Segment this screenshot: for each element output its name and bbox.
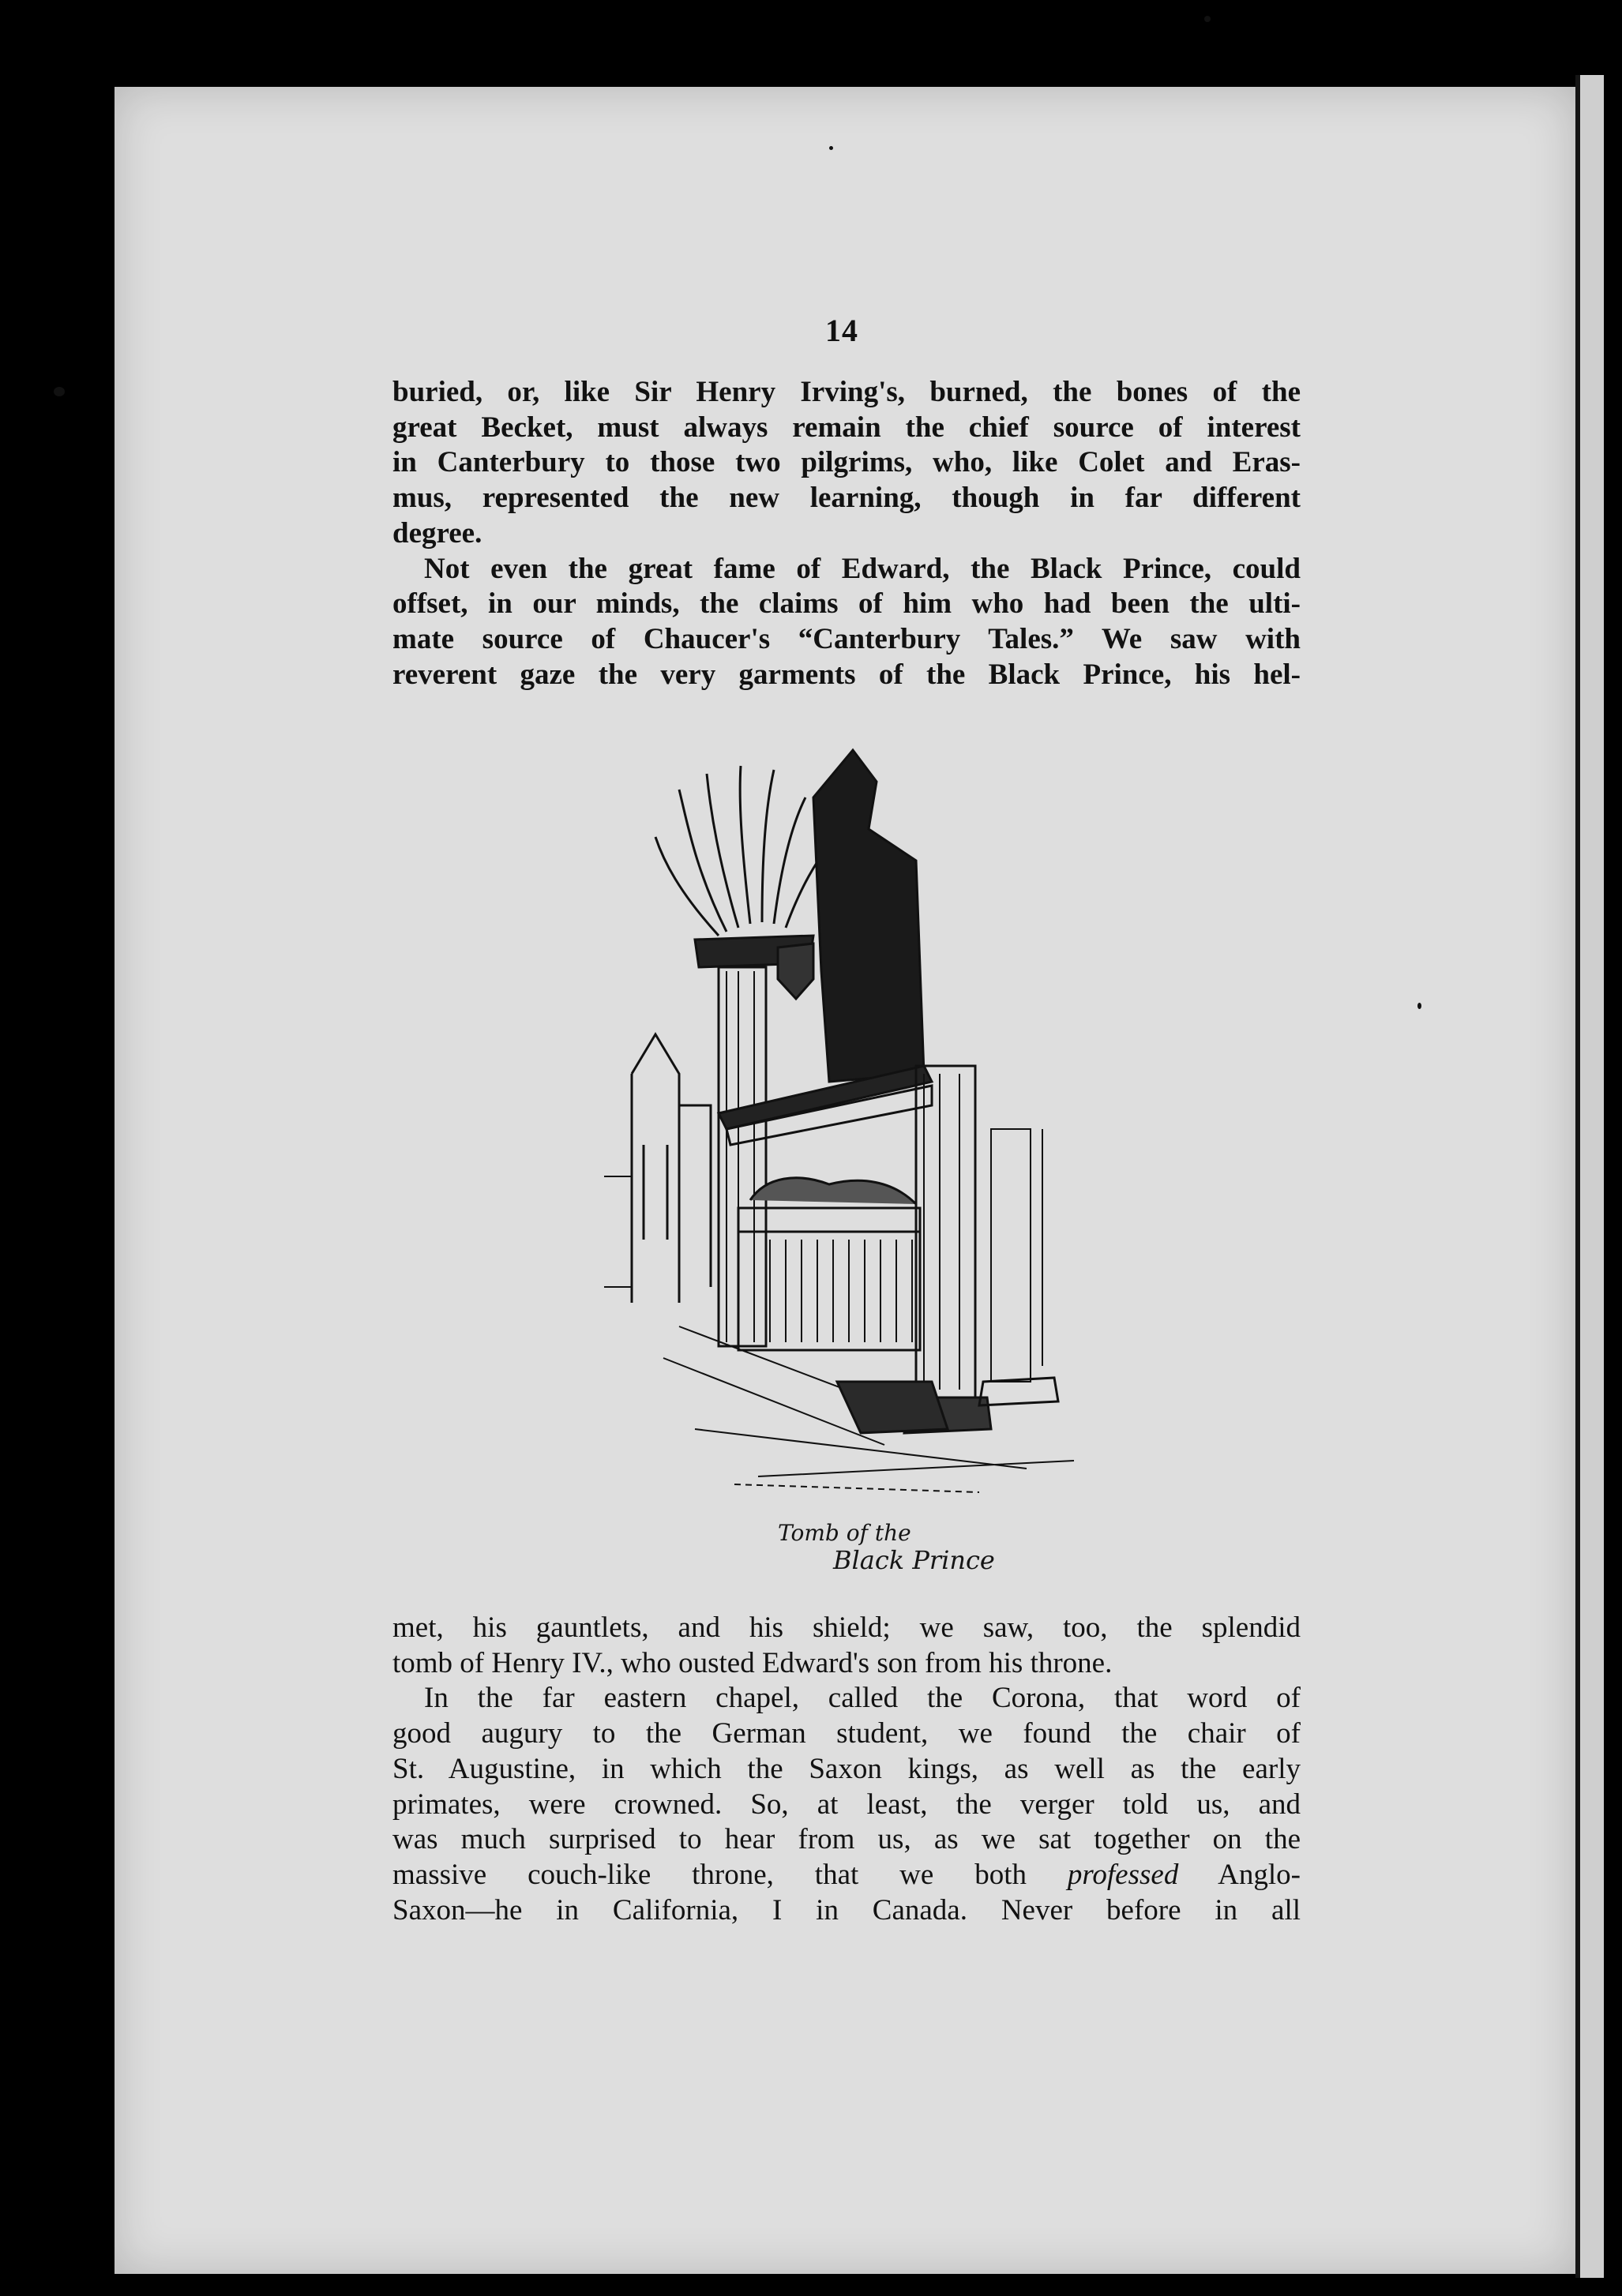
page-number: 14 <box>825 313 858 348</box>
text-line: tomb of Henry IV., who ousted Edward's son from his throne. <box>392 1646 1113 1679</box>
text-line: degree. <box>392 516 482 550</box>
speck <box>829 146 833 150</box>
text-line: Saxon—he in California, I in Canada. Never before in all <box>392 1893 1301 1926</box>
text-line: reverent gaze the very garments of the Black Prince, his hel- <box>392 658 1301 691</box>
paragraph-bottom <box>392 1611 1301 1928</box>
text-line: mate source of Chaucer's “Canterbury Tales.” We saw with <box>392 622 1301 655</box>
text-line-mixed <box>392 1858 1301 1893</box>
text-line: good augury to the German student, we found the chair of <box>392 1717 1301 1750</box>
text-line: offset, in our minds, the claims of him who had been the ulti- <box>392 587 1301 621</box>
text-line: primates, were crowned. So, at least, the verger told us, and <box>392 1788 1301 1821</box>
caption-line-2: Black Prince <box>833 1545 995 1575</box>
speck <box>54 387 65 396</box>
text-fragment: Anglo- <box>1178 1858 1301 1891</box>
text-line: met, his gauntlets, and his shield; we saw, too, the splendid <box>392 1611 1301 1644</box>
text-line: in Canterbury to those two pilgrims, who, like Colet and Eras- <box>392 446 1301 479</box>
text-line: was much surprised to hear from us, as we sat together on the <box>392 1823 1301 1856</box>
text-line: Not even the great fame of Edward, the Black Prince, could <box>424 552 1301 585</box>
text-line: St. Augustine, in which the Saxon kings, as well as the early <box>392 1752 1301 1785</box>
illustration-caption <box>778 1520 1046 1583</box>
caption-line-1: Tomb of the <box>778 1520 911 1546</box>
adjacent-page-edge <box>1575 75 1604 2278</box>
speck <box>1204 16 1211 22</box>
text-line: buried, or, like Sir Henry Irving's, burned, the bones of the <box>392 376 1301 408</box>
text-line: In the far eastern chapel, called the Corona, that word of <box>424 1682 1301 1715</box>
paragraph-top <box>392 375 1301 692</box>
tomb-illustration <box>600 734 1090 1548</box>
speck <box>1417 1003 1421 1009</box>
text-line: mus, represented the new learning, though in far different <box>392 482 1301 515</box>
text-fragment: massive couch-like throne, that we both <box>392 1858 1068 1891</box>
italic-word: professed <box>1067 1858 1179 1891</box>
text-line: great Becket, must always remain the chief source of interest <box>392 411 1301 444</box>
